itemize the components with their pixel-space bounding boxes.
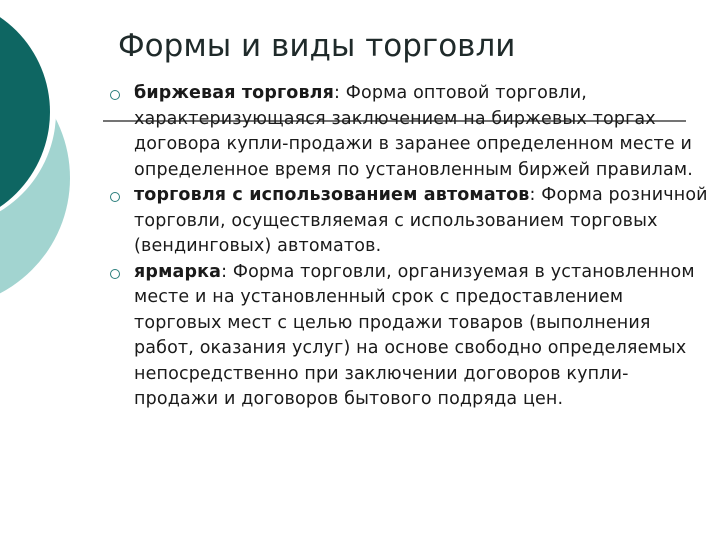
circle-bullet-icon bbox=[110, 269, 120, 279]
circle-bullet-icon bbox=[110, 192, 120, 202]
list-item bbox=[110, 183, 710, 260]
list-item bbox=[110, 260, 710, 413]
circle-bullet-icon bbox=[110, 90, 120, 100]
slide-title: Формы и виды торговли bbox=[118, 28, 516, 64]
item-term: ярмарка bbox=[134, 261, 222, 282]
item-term: биржевая торговля bbox=[134, 83, 335, 103]
item-definition: : Форма торговли, организуемая в установленном месте и на установленный срок с предоставлением торговых мест с целью продажи товаров (выполнения работ, оказания услуг) на основе свободно определяемых непосредственно при заключении договоров купли-продажи и договоров бытового подряда цен. bbox=[134, 261, 695, 409]
item-text bbox=[134, 183, 710, 260]
item-text bbox=[134, 81, 710, 183]
item-text bbox=[134, 260, 710, 413]
item-definition: : Форма оптовой торговли, характеризующаяся заключением на биржевых торгах договора купли-продажи в заранее определенном месте и определенное время по установленным биржей правилам. bbox=[134, 83, 693, 180]
item-term: торговля с использованием автоматов bbox=[134, 185, 530, 205]
list-item bbox=[110, 81, 710, 183]
item-definition: : Форма розничной торговли, осуществляемая с использованием торговых (вендинговых) автоматов. bbox=[134, 185, 708, 256]
definition-list bbox=[110, 81, 710, 413]
